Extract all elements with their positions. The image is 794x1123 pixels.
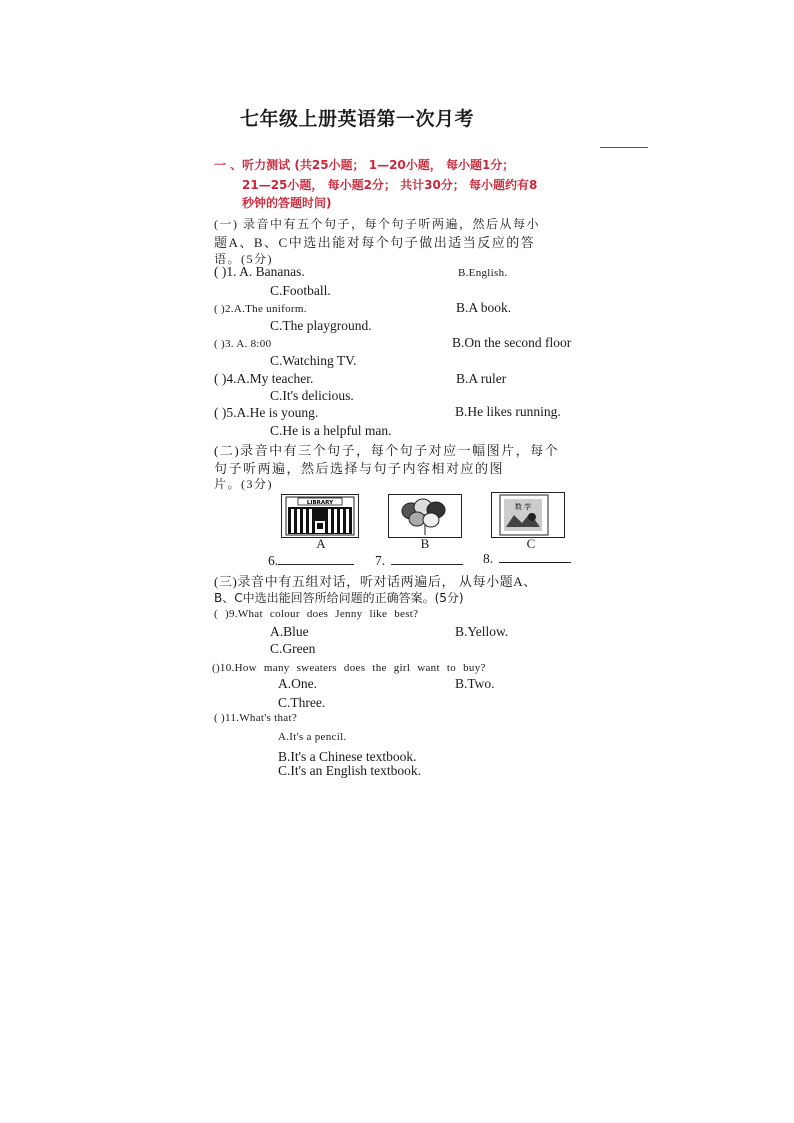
question-3-stem: ( )3. A. 8:00 [214, 338, 272, 350]
question-9-stem: ( )9.What colour does Jenny like best? [214, 608, 419, 620]
blank-6-number: 6. [268, 553, 279, 568]
question-5-option-c: C.He is a helpful man. [270, 423, 392, 438]
question-9-option-c: C.Green [270, 641, 316, 656]
section2-instruction-line2: 句子听两遍，然后选择与句子内容相对应的图 [214, 461, 505, 476]
section1-instruction-line2: 题A、B、C中选出能对每个句子做出适当反应的答 [214, 235, 536, 250]
question-10-option-b: B.Two. [455, 676, 495, 691]
section1-instruction-line3: 语。(5分) [214, 252, 273, 266]
picture-c-math-book [491, 492, 565, 538]
question-1-stem: ( )1. A. Bananas. [214, 264, 305, 279]
library-icon [282, 495, 358, 537]
question-3-option-c: C.Watching TV. [270, 353, 357, 368]
question-4-option-c: C.It's delicious. [270, 388, 354, 403]
section3-instruction-line1: (三)录音中有五组对话，听对话两遍后， 从每小题A、 [214, 574, 537, 589]
question-10-stem: ()10.How many sweaters does the girl want to buy? [212, 662, 486, 674]
question-4-option-b: B.A ruler [456, 371, 507, 386]
question-11-option-b: B.It's a Chinese textbook. [278, 749, 417, 764]
blank-8-number: 8. [483, 551, 494, 566]
answer-blank-7[interactable] [375, 553, 463, 569]
picture-a-library [281, 494, 359, 538]
question-5-stem: ( )5.A.He is young. [214, 405, 319, 420]
question-2-option-c: C.The playground. [270, 318, 372, 333]
question-10-option-a: A.One. [278, 676, 317, 691]
library-sign-text: LIBRARY [306, 500, 334, 506]
question-1-option-b: B.English. [458, 267, 508, 279]
question-11-stem: ( )11.What's that? [214, 712, 298, 724]
question-4-stem: ( )4.A.My teacher. [214, 371, 314, 386]
question-2-stem: ( )2.A.The uniform. [214, 303, 307, 315]
section1-instruction-line1: (一) 录音中有五个句子，每个句子听两遍，然后从每小 [214, 217, 540, 231]
blank-7-number: 7. [375, 553, 386, 568]
question-10-option-c: C.Three. [278, 695, 326, 710]
book-cover-text: 数 学 [514, 503, 532, 511]
question-2-option-b: B.A book. [456, 300, 512, 315]
blank-7-line[interactable] [391, 553, 463, 565]
question-11-option-c: C.It's an English textbook. [278, 763, 422, 778]
page-title: 七年级上册英语第一次月考 [240, 109, 475, 130]
part1-heading-line2: 21—25小题， 每小题2分； 共计30分； 每小题约有8 [242, 178, 538, 192]
picture-a-label: A [316, 536, 326, 551]
question-3-option-b: B.On the second floor [452, 335, 572, 350]
section2-instruction-line3: 片。(3分) [214, 477, 273, 491]
answer-blank-8[interactable] [483, 551, 571, 567]
picture-b-balloons [388, 494, 462, 538]
part1-heading-line1: 一 、听力测试 (共25小题； 1—20小题， 每小题1分； [214, 158, 515, 172]
part1-heading-line3: 秒钟的答题时间) [242, 196, 332, 210]
section3-instruction-line2: B、C中选出能回答所给问题的正确答案。(5分) [214, 591, 464, 605]
question-9-option-a: A.Blue [270, 624, 309, 639]
answer-blank-6[interactable] [268, 553, 354, 569]
section2-instruction-line1: (二)录音中有三个句子，每个句子对应一幅图片，每个 [214, 443, 560, 458]
textbook-icon [492, 493, 564, 537]
blank-8-line[interactable] [499, 551, 571, 563]
title-underline [600, 147, 648, 148]
question-1-option-c: C.Football. [270, 283, 331, 298]
question-11-option-a: A.It's a pencil. [278, 731, 347, 743]
blank-6-line[interactable] [278, 553, 354, 565]
picture-c-label: C [526, 536, 536, 551]
picture-b-label: B [420, 536, 430, 551]
balloons-icon [389, 495, 461, 537]
question-9-option-b: B.Yellow. [455, 624, 509, 639]
question-5-option-b: B.He likes running. [455, 404, 561, 419]
